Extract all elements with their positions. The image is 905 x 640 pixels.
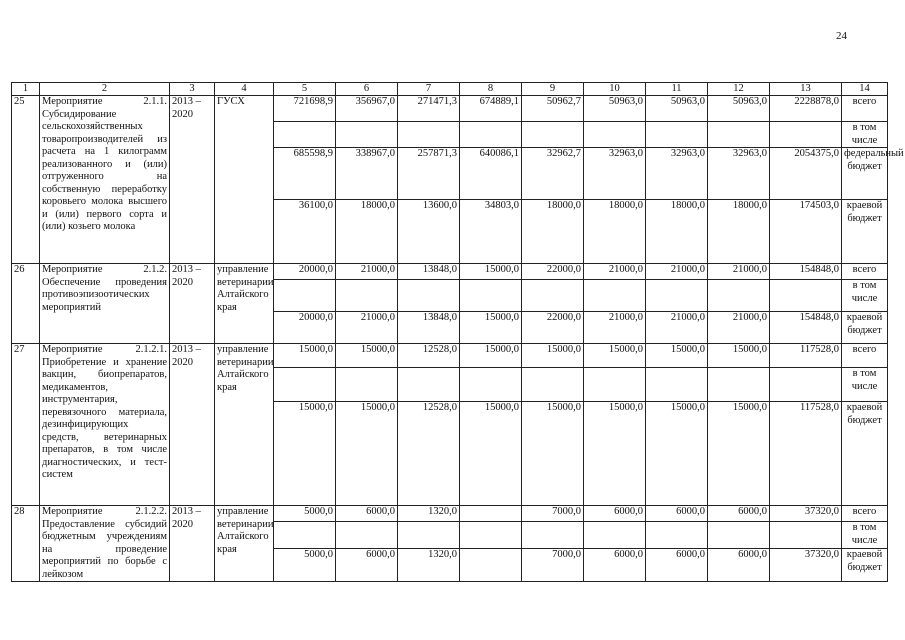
- value-cell: 18000,0: [522, 200, 584, 264]
- value-cell: 21000,0: [336, 264, 398, 280]
- value-cell: 50963,0: [708, 96, 770, 122]
- table-row: [12, 344, 888, 368]
- value-cell: 154848,0: [770, 264, 842, 280]
- value-cell: [398, 368, 460, 402]
- value-cell: 15000,0: [708, 344, 770, 368]
- funding-type: краевой бюджет: [842, 200, 888, 264]
- value-cell: [770, 122, 842, 148]
- measure-name: Мероприятие 2.1.2. Обеспечение проведения противоэпизоотических мероприятий: [40, 264, 170, 344]
- value-cell: [336, 368, 398, 402]
- value-cell: [770, 522, 842, 549]
- column-header: 1: [12, 83, 40, 96]
- measure-name: Мероприятие 2.1.1. Субсидирование сельскохозяйственных товаропроизводителей из расчета на 1 килограмм реализованного и (или) отгруженного на собственную переработку коровьего молока высшего и (или) первого сорта и (или) козьего молока: [40, 96, 170, 264]
- column-header: 12: [708, 83, 770, 96]
- value-cell: [584, 368, 646, 402]
- value-cell: [460, 522, 522, 549]
- measure-executor: управление ветеринарии Алтайского края: [215, 506, 274, 582]
- value-cell: 20000,0: [274, 312, 336, 344]
- value-cell: 21000,0: [336, 312, 398, 344]
- funding-type: в том числе: [842, 280, 888, 312]
- column-header: 11: [646, 83, 708, 96]
- funding-type: федеральный бюджет: [842, 148, 888, 200]
- column-header: 4: [215, 83, 274, 96]
- value-cell: 12528,0: [398, 344, 460, 368]
- value-cell: 22000,0: [522, 312, 584, 344]
- value-cell: [336, 122, 398, 148]
- value-cell: 15000,0: [460, 344, 522, 368]
- column-header: 3: [170, 83, 215, 96]
- value-cell: 32963,0: [708, 148, 770, 200]
- value-cell: [646, 122, 708, 148]
- value-cell: 7000,0: [522, 506, 584, 522]
- value-cell: 15000,0: [584, 344, 646, 368]
- value-cell: 154848,0: [770, 312, 842, 344]
- value-cell: 21000,0: [584, 312, 646, 344]
- value-cell: [708, 368, 770, 402]
- value-cell: 34803,0: [460, 200, 522, 264]
- funding-type: в том числе: [842, 522, 888, 549]
- table-body: [12, 83, 904, 582]
- value-cell: 15000,0: [336, 344, 398, 368]
- value-cell: [522, 122, 584, 148]
- value-cell: 1320,0: [398, 506, 460, 522]
- value-cell: 36100,0: [274, 200, 336, 264]
- value-cell: 21000,0: [584, 264, 646, 280]
- value-cell: [522, 522, 584, 549]
- value-cell: [584, 522, 646, 549]
- value-cell: [522, 368, 584, 402]
- value-cell: 6000,0: [708, 506, 770, 522]
- value-cell: 721698,9: [274, 96, 336, 122]
- value-cell: 6000,0: [336, 506, 398, 522]
- value-cell: 674889,1: [460, 96, 522, 122]
- value-cell: 21000,0: [708, 264, 770, 280]
- measure-number: 27: [12, 344, 40, 506]
- value-cell: [646, 280, 708, 312]
- value-cell: 15000,0: [708, 402, 770, 506]
- measure-executor: управление ветеринарии Алтайского края: [215, 344, 274, 506]
- value-cell: [460, 280, 522, 312]
- value-cell: 18000,0: [336, 200, 398, 264]
- value-cell: [274, 122, 336, 148]
- value-cell: 15000,0: [460, 402, 522, 506]
- measure-number: 26: [12, 264, 40, 344]
- value-cell: 32963,0: [646, 148, 708, 200]
- value-cell: 21000,0: [646, 264, 708, 280]
- measure-executor: управление ветеринарии Алтайского края: [215, 264, 274, 344]
- measure-name: Мероприятие 2.1.2.2. Предоставление субсидий бюджетным учреждениям на проведение мероприятий по борьбе с лейкозом: [40, 506, 170, 582]
- value-cell: 174503,0: [770, 200, 842, 264]
- value-cell: [460, 506, 522, 522]
- value-cell: [584, 280, 646, 312]
- value-cell: 18000,0: [584, 200, 646, 264]
- value-cell: 15000,0: [584, 402, 646, 506]
- column-header: 7: [398, 83, 460, 96]
- value-cell: [708, 280, 770, 312]
- value-cell: [708, 122, 770, 148]
- value-cell: 685598,9: [274, 148, 336, 200]
- value-cell: 22000,0: [522, 264, 584, 280]
- measure-name: Мероприятие 2.1.2.1. Приобретение и хранение вакцин, биопрепаратов, медикаментов, инструментария, перевязочного материала, дезинфицирующих средств, ветеринарных препаратов, в том числе диагностических, и тест-систем: [40, 344, 170, 506]
- value-cell: 6000,0: [646, 506, 708, 522]
- value-cell: 37320,0: [770, 549, 842, 582]
- table-row: [12, 264, 888, 280]
- value-cell: [646, 368, 708, 402]
- value-cell: [522, 280, 584, 312]
- column-header-row: [12, 83, 888, 96]
- value-cell: [770, 368, 842, 402]
- column-header: 2: [40, 83, 170, 96]
- value-cell: 6000,0: [336, 549, 398, 582]
- measure-number: 25: [12, 96, 40, 264]
- funding-type: всего: [842, 344, 888, 368]
- value-cell: 37320,0: [770, 506, 842, 522]
- value-cell: 117528,0: [770, 344, 842, 368]
- value-cell: 12528,0: [398, 402, 460, 506]
- value-cell: [460, 122, 522, 148]
- value-cell: 18000,0: [708, 200, 770, 264]
- value-cell: 640086,1: [460, 148, 522, 200]
- value-cell: 15000,0: [646, 344, 708, 368]
- measure-number: 28: [12, 506, 40, 582]
- value-cell: 50962,7: [522, 96, 584, 122]
- value-cell: 15000,0: [522, 344, 584, 368]
- value-cell: 13848,0: [398, 264, 460, 280]
- value-cell: [460, 368, 522, 402]
- funding-type: всего: [842, 506, 888, 522]
- value-cell: 2228878,0: [770, 96, 842, 122]
- value-cell: [708, 522, 770, 549]
- value-cell: 32963,0: [584, 148, 646, 200]
- value-cell: [398, 522, 460, 549]
- value-cell: 1320,0: [398, 549, 460, 582]
- value-cell: 50963,0: [646, 96, 708, 122]
- value-cell: 32962,7: [522, 148, 584, 200]
- value-cell: 13600,0: [398, 200, 460, 264]
- value-cell: 13848,0: [398, 312, 460, 344]
- column-header: 5: [274, 83, 336, 96]
- column-header: 13: [770, 83, 842, 96]
- value-cell: [274, 522, 336, 549]
- value-cell: 50963,0: [584, 96, 646, 122]
- value-cell: [584, 122, 646, 148]
- value-cell: 5000,0: [274, 549, 336, 582]
- funding-type: краевой бюджет: [842, 312, 888, 344]
- value-cell: 338967,0: [336, 148, 398, 200]
- funding-type: в том числе: [842, 368, 888, 402]
- value-cell: 6000,0: [584, 506, 646, 522]
- budget-table: [11, 82, 904, 582]
- value-cell: [274, 280, 336, 312]
- measure-years: 2013 – 2020: [170, 264, 215, 344]
- value-cell: 20000,0: [274, 264, 336, 280]
- value-cell: 15000,0: [522, 402, 584, 506]
- value-cell: 7000,0: [522, 549, 584, 582]
- value-cell: 5000,0: [274, 506, 336, 522]
- value-cell: 271471,3: [398, 96, 460, 122]
- value-cell: [336, 522, 398, 549]
- value-cell: 15000,0: [336, 402, 398, 506]
- value-cell: 21000,0: [708, 312, 770, 344]
- value-cell: 6000,0: [584, 549, 646, 582]
- page-number: 24: [836, 30, 847, 42]
- value-cell: [770, 280, 842, 312]
- funding-type: в том числе: [842, 122, 888, 148]
- table-row: [12, 96, 888, 122]
- value-cell: 2054375,0: [770, 148, 842, 200]
- value-cell: 18000,0: [646, 200, 708, 264]
- value-cell: [460, 549, 522, 582]
- column-header: 14: [842, 83, 888, 96]
- value-cell: 21000,0: [646, 312, 708, 344]
- value-cell: [646, 522, 708, 549]
- value-cell: 15000,0: [460, 312, 522, 344]
- value-cell: [398, 122, 460, 148]
- measure-years: 2013 – 2020: [170, 506, 215, 582]
- value-cell: 6000,0: [708, 549, 770, 582]
- value-cell: 6000,0: [646, 549, 708, 582]
- value-cell: 15000,0: [460, 264, 522, 280]
- value-cell: [274, 368, 336, 402]
- value-cell: 15000,0: [274, 402, 336, 506]
- value-cell: 257871,3: [398, 148, 460, 200]
- value-cell: [398, 280, 460, 312]
- measure-years: 2013 – 2020: [170, 96, 215, 264]
- column-header: 6: [336, 83, 398, 96]
- value-cell: 356967,0: [336, 96, 398, 122]
- table-row: [12, 506, 888, 522]
- value-cell: 15000,0: [274, 344, 336, 368]
- value-cell: 15000,0: [646, 402, 708, 506]
- funding-type: всего: [842, 264, 888, 280]
- column-header: 8: [460, 83, 522, 96]
- measure-executor: ГУСХ: [215, 96, 274, 264]
- funding-type: краевой бюджет: [842, 402, 888, 506]
- column-header: 9: [522, 83, 584, 96]
- funding-type: всего: [842, 96, 888, 122]
- funding-type: краевой бюджет: [842, 549, 888, 582]
- value-cell: [336, 280, 398, 312]
- column-header: 10: [584, 83, 646, 96]
- measure-years: 2013 – 2020: [170, 344, 215, 506]
- value-cell: 117528,0: [770, 402, 842, 506]
